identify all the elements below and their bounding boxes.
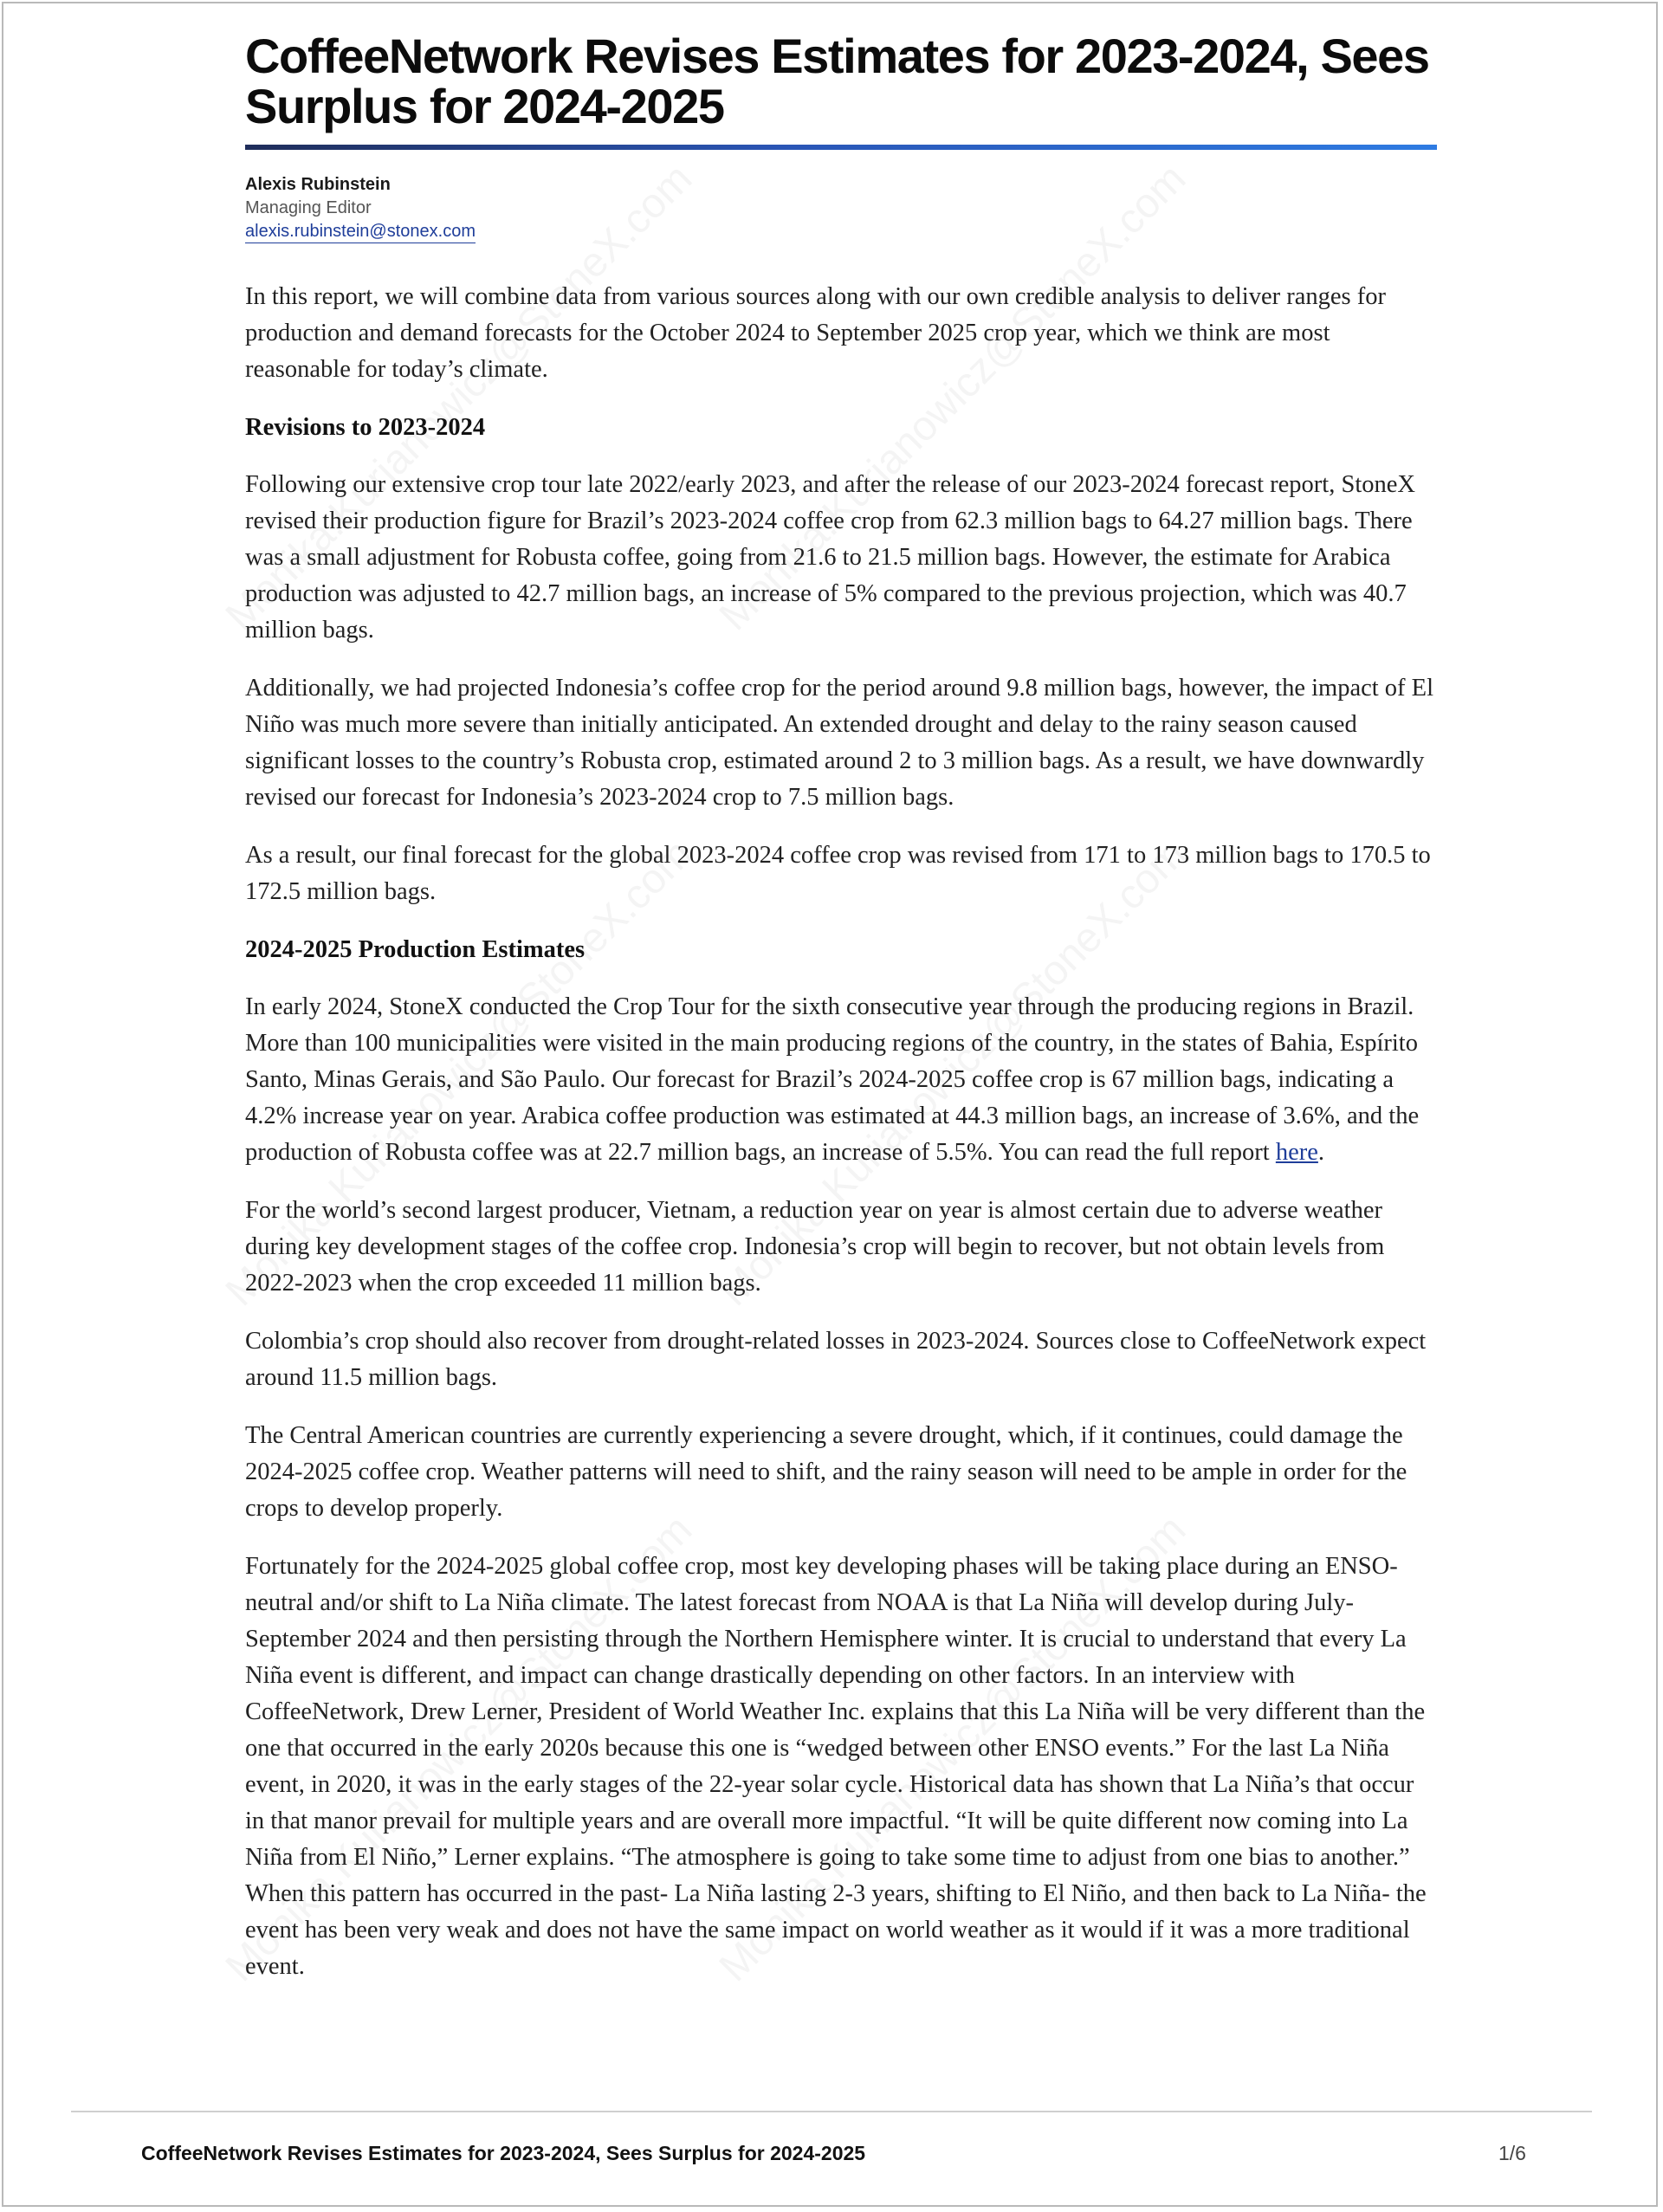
title-underline-rule (245, 145, 1437, 150)
author-role: Managing Editor (245, 198, 372, 217)
full-report-link-suffix: . (1317, 1139, 1325, 1166)
footer-divider (71, 2111, 1592, 2112)
intro-paragraph: In this report, we will combine data from various sources along with our own credible analysis to deliver ranges for production and demand forecasts for the October 2024 to September 2025 crop year, which we think are most reasonable for today’s climate. (245, 283, 1386, 383)
author-name: Alexis Rubinstein (245, 175, 391, 194)
full-report-link[interactable]: here (1275, 1139, 1318, 1166)
production-paragraph-brazil-text: In early 2024, StoneX conducted the Crop Tour for the sixth consecutive year through the producing regions in Brazil. More than 100 municipalities were visited in the main producing regions of the country, in the states of Bahia, Espírito Santo, Minas Gerais, and São Paulo. Our forecast for Brazil’s 2024-2025 coffee crop is 67 million bags, indicating a 4.2% increase year on year. Arabica coffee production was estimated at 44.3 million bags, an increase of 3.6%, and the production of Robusta coffee was at 22.7 million bags, an increase of 5.5%. You can read the full report (245, 993, 1420, 1166)
production-paragraph-vietnam: For the world’s second largest producer, Vietnam, a reduction year on year is almost certain due to adverse weather during key development stages of the coffee crop. Indonesia’s crop will begin to recover, but not obtain levels from 2022-2023 when the crop exceeded 11 million bags. (245, 1197, 1385, 1297)
production-paragraph-central-america: The Central American countries are currently experiencing a severe drought, which, if it continues, could damage the 2024-2025 coffee crop. Weather patterns will need to shift, and the rainy season will need to be ample in order for the crops to develop properly. (245, 1422, 1407, 1522)
author-email-link[interactable]: alexis.rubinstein@stonex.com (245, 220, 476, 243)
document-title: CoffeeNetwork Revises Estimates for 2023-2024, Sees Surplus for 2024-2025 (245, 29, 1429, 133)
production-paragraph-la-nina: Fortunately for the 2024-2025 global coffee crop, most key developing phases will be taking place during an ENSO-neutral and/or shift to La Niña climate. The latest forecast from NOAA is that La Niña will develop during July-September 2024 and then persisting through the Northern Hemisphere winter. It is crucial to understand that every La Niña event is different, and impact can change drastically depending on other factors. In an interview with CoffeeNetwork, Drew Lerner, President of World Weather Inc. explains that this La Niña will be very different than the one that occurred in the early 2020s because this one is “wedged between other ENSO events.” For the last La Niña event, in 2020, it was in the early stages of the 22-year solar cycle. Historical data has shown that La Niña’s that occur in that manor prevail for multiple years and are overall more impactful. “It will be quite different now coming into La Niña from El Niño,” Lerner explains. “The atmosphere is going to take some time to adjust from one bias to another.” When this pattern has occurred in the past- La Niña lasting 2-3 years, shifting to El Niño, and then back to La Niña- the event has been very weak and does not have the same impact on world weather as it would if it was a more traditional event. (245, 1553, 1427, 1980)
section-heading-production-estimates: 2024-2025 Production Estimates (245, 936, 586, 963)
revisions-paragraph-global: As a result, our final forecast for the global 2023-2024 coffee crop was revised from 171 to 173 million bags to 170.5 to 172.5 million bags. (245, 842, 1431, 905)
footer-title: CoffeeNetwork Revises Estimates for 2023-2024, Sees Surplus for 2024-2025 (141, 2142, 866, 2164)
revisions-paragraph-brazil: Following our extensive crop tour late 2022/early 2023, and after the release of our 2023-2024 forecast report, StoneX revised their production figure for Brazil’s 2023-2024 coffee crop from 62.3 million bags to 64.27 million bags. There was a small adjustment for Robusta coffee, going from 21.6 to 21.5 million bags. However, the estimate for Arabica production was adjusted to 42.7 million bags, an increase of 5% compared to the previous projection, which was 40.7 million bags. (245, 471, 1415, 644)
revisions-paragraph-indonesia: Additionally, we had projected Indonesia’s coffee crop for the period around 9.8 million bags, however, the impact of El Niño was much more severe than initially anticipated. An extended drought and delay to the rainy season caused significant losses to the country’s Robusta crop, estimated around 2 to 3 million bags. As a result, we have downwardly revised our forecast for Indonesia’s 2023-2024 crop to 7.5 million bags. (245, 675, 1433, 811)
page-number: 1/6 (1498, 2142, 1526, 2164)
production-paragraph-brazil (245, 989, 1437, 1171)
production-paragraph-colombia: Colombia’s crop should also recover from drought-related losses in 2023-2024. Sources close to CoffeeNetwork expect around 11.5 million bags. (245, 1328, 1427, 1391)
section-heading-revisions: Revisions to 2023-2024 (245, 414, 486, 441)
article-body (245, 279, 1437, 2007)
